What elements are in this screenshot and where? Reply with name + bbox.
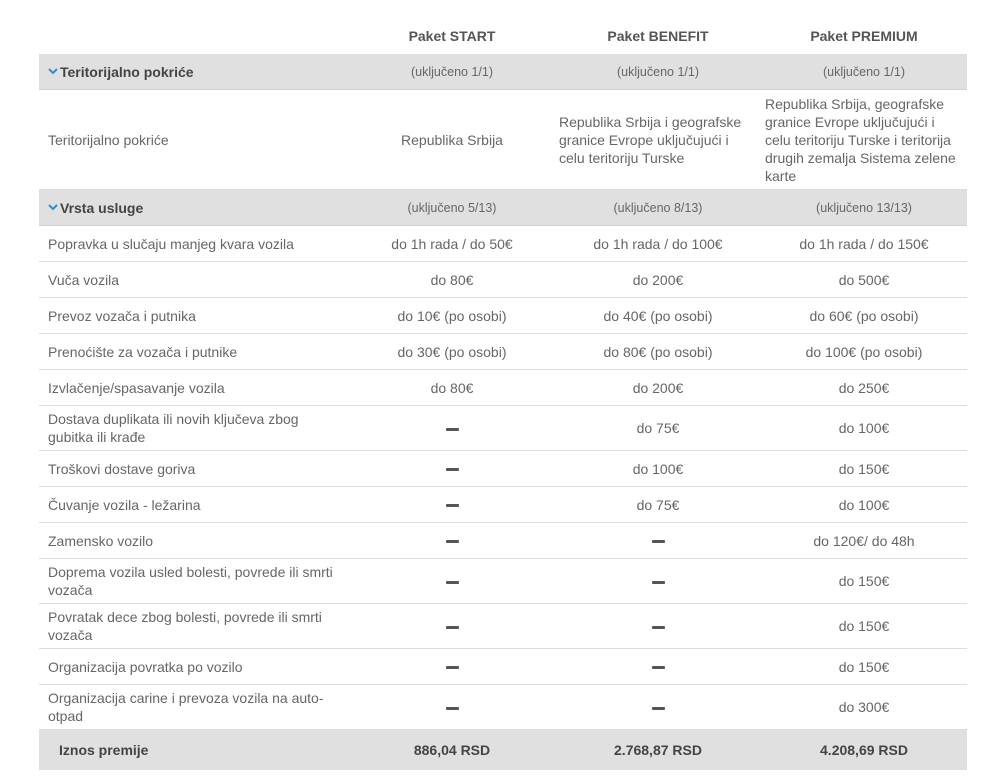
section-territory-included-benefit: (uključeno 1/1) <box>617 64 699 79</box>
table-row-territory <box>39 90 967 190</box>
chevron-down-icon[interactable] <box>47 66 59 76</box>
table-row <box>39 334 967 370</box>
service-value-start <box>349 572 555 590</box>
section-territory-title: Teritorijalno pokriće <box>60 63 194 80</box>
dash-icon <box>652 666 665 669</box>
section-services-included-start: (uključeno 5/13) <box>407 200 497 215</box>
section-services-included-premium: (uključeno 13/13) <box>816 200 912 215</box>
service-label: Čuvanje vozila - ležarina <box>48 496 201 513</box>
service-value-premium: do 60€ (po osobi) <box>809 307 919 324</box>
service-value-benefit <box>555 617 761 635</box>
service-value-benefit: do 80€ (po osobi) <box>603 343 713 360</box>
service-label: Troškovi dostave goriva <box>48 460 196 477</box>
service-value-start: do 10€ (po osobi) <box>397 307 507 324</box>
dash-icon <box>446 428 459 431</box>
section-territory-title-cell[interactable] <box>39 63 349 81</box>
service-label: Prenoćište za vozača i putnike <box>48 343 238 360</box>
table-row <box>39 559 967 604</box>
service-label: Organizacija povratka po vozilo <box>48 658 243 675</box>
service-value-benefit: do 1h rada / do 100€ <box>593 235 723 252</box>
service-value-start: do 80€ <box>430 379 474 396</box>
service-value-start <box>349 698 555 716</box>
service-value-start <box>349 419 555 437</box>
row-value-premium: Republika Srbija, geografske granice Evrope uključujući i celu teritoriju Turske i teritorija drugih zemalja Sistema zelene karte <box>765 95 956 184</box>
service-value-start: do 80€ <box>430 271 474 288</box>
service-value-premium: do 300€ <box>838 699 890 715</box>
service-value-premium: do 1h rada / do 150€ <box>799 235 929 252</box>
plan-start-title: Paket START <box>408 28 496 44</box>
service-value-premium: do 100€ (po osobi) <box>805 343 923 360</box>
table-row <box>39 262 967 298</box>
service-label: Prevoz vozača i putnika <box>48 307 196 324</box>
service-value-start <box>349 532 555 550</box>
table-row <box>39 298 967 334</box>
table-row <box>39 406 967 451</box>
service-value-premium: do 150€ <box>838 573 890 589</box>
section-territory-included-start: (uključeno 1/1) <box>411 64 493 79</box>
plan-header-row <box>39 18 967 54</box>
row-label: Teritorijalno pokriće <box>48 131 169 148</box>
service-value-premium: do 100€ <box>838 420 890 436</box>
premium-total-premium: 4.208,69 RSD <box>820 742 908 758</box>
section-services-title-cell[interactable] <box>39 199 349 217</box>
table-row <box>39 226 967 262</box>
service-value-benefit <box>555 532 761 550</box>
section-territory-included-premium: (uključeno 1/1) <box>823 64 905 79</box>
service-label: Doprema vozila usled bolesti, povrede ili smrti vozača <box>48 564 333 598</box>
table-row <box>39 649 967 685</box>
dash-icon <box>446 504 459 507</box>
chevron-down-icon[interactable] <box>47 202 59 212</box>
premium-total-row <box>39 730 967 770</box>
premium-total-start: 886,04 RSD <box>413 742 491 758</box>
service-label: Dostava duplikata ili novih ključeva zbog gubitka ili krađe <box>48 411 299 445</box>
service-value-benefit <box>555 658 761 676</box>
service-value-benefit: do 40€ (po osobi) <box>603 307 713 324</box>
dash-icon <box>652 540 665 543</box>
service-label: Organizacija carine i prevoza vozila na auto-otpad <box>48 690 324 724</box>
section-services-title: Vrsta usluge <box>60 199 144 216</box>
service-value-start <box>349 460 555 478</box>
service-value-start <box>349 496 555 514</box>
premium-total-benefit: 2.768,87 RSD <box>614 742 702 758</box>
service-value-premium: do 100€ <box>838 496 890 513</box>
service-value-benefit: do 75€ <box>636 496 680 513</box>
service-value-start <box>349 658 555 676</box>
section-services-header[interactable] <box>39 190 967 226</box>
table-row <box>39 487 967 523</box>
dash-icon <box>446 707 459 710</box>
service-label: Zamensko vozilo <box>48 532 154 549</box>
dash-icon <box>446 540 459 543</box>
service-value-premium: do 150€ <box>838 618 890 634</box>
dash-icon <box>652 707 665 710</box>
service-value-benefit <box>555 572 761 590</box>
plan-premium-title: Paket PREMIUM <box>810 28 918 44</box>
dash-icon <box>446 581 459 584</box>
service-value-benefit: do 75€ <box>636 420 680 436</box>
dash-icon <box>446 626 459 629</box>
service-value-start: do 1h rada / do 50€ <box>391 235 513 252</box>
table-row <box>39 604 967 649</box>
table-row <box>39 451 967 487</box>
service-value-benefit: do 200€ <box>632 379 684 396</box>
service-label: Vuča vozila <box>48 271 120 288</box>
dash-icon <box>446 666 459 669</box>
service-value-premium: do 500€ <box>838 271 890 288</box>
row-value-benefit: Republika Srbija i geografske granice Evrope uključujući i celu teritoriju Turske <box>559 113 742 166</box>
section-territory-header[interactable] <box>39 54 967 90</box>
coverage-comparison-table <box>39 18 967 770</box>
dash-icon <box>652 626 665 629</box>
service-value-start <box>349 617 555 635</box>
service-value-benefit: do 100€ <box>632 460 684 477</box>
table-row <box>39 523 967 559</box>
table-row <box>39 370 967 406</box>
service-value-premium: do 150€ <box>838 460 890 477</box>
section-services-included-benefit: (uključeno 8/13) <box>613 200 703 215</box>
service-rows <box>39 226 967 730</box>
dash-icon <box>446 468 459 471</box>
service-value-benefit: do 200€ <box>632 271 684 288</box>
service-value-premium: do 150€ <box>838 658 890 675</box>
service-label: Izvlačenje/spasavanje vozila <box>48 379 225 396</box>
service-value-premium: do 120€/ do 48h <box>813 532 915 549</box>
service-label: Popravka u slučaju manjeg kvara vozila <box>48 235 294 252</box>
service-value-benefit <box>555 698 761 716</box>
table-row <box>39 685 967 730</box>
plan-benefit-title: Paket BENEFIT <box>607 28 709 44</box>
premium-total-label: Iznos premije <box>59 742 149 758</box>
service-value-premium: do 250€ <box>838 379 890 396</box>
service-label: Povratak dece zbog bolesti, povrede ili smrti vozača <box>48 609 322 643</box>
dash-icon <box>652 581 665 584</box>
row-value-start: Republika Srbija <box>401 131 503 148</box>
service-value-start: do 30€ (po osobi) <box>397 343 507 360</box>
